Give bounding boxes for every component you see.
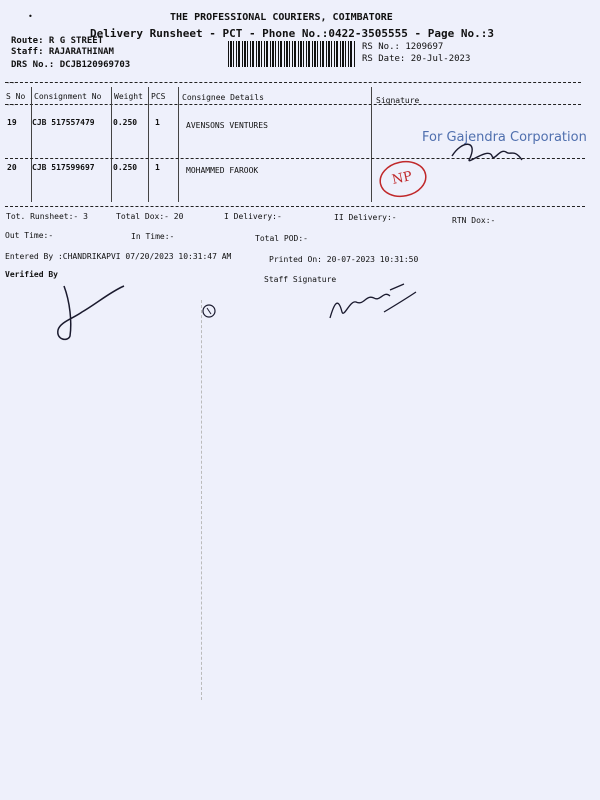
row-pcs: 1 [155,118,160,127]
divider [5,206,585,207]
col-rule [371,87,372,202]
corner-mark: • [28,12,33,21]
dash-mark: -- [6,78,16,87]
route: Route: R G STREET [11,36,104,46]
i-delivery: I Delivery:- [224,212,282,221]
rs-date: RS Date: 20-Jul-2023 [362,54,471,64]
row-weight: 0.250 [113,163,138,172]
out-time: Out Time:- [5,231,54,240]
col-sno: S No [6,92,26,101]
col-rule [111,87,112,202]
dash-mark: -- [6,100,16,109]
col-weight: Weight [114,92,143,101]
col-consignee: Consignee Details [182,93,264,102]
ii-delivery: II Delivery:- [334,213,397,222]
printed-on: Printed On: 20-07-2023 10:31:50 [269,255,419,264]
staff-signature [324,282,420,328]
staff: Staff: RAJARATHINAM [11,47,114,57]
col-signature: Signature [376,96,420,105]
row-sno: 19 [7,118,17,127]
row-weight: 0.250 [113,118,138,127]
staff-signature-label: Staff Signature [264,275,337,284]
fold-mark [201,300,202,700]
company-stamp: For Gajendra Corporation [422,130,587,145]
col-consignment: Consignment No [34,92,102,101]
divider [5,82,581,83]
total-runsheet: Tot. Runsheet:- 3 [6,212,88,221]
row-pcs: 1 [155,163,160,172]
col-rule [31,87,32,202]
rtn-dox: RTN Dox:- [452,216,496,225]
col-pcs: PCS [151,92,166,101]
receiver-signature [448,138,528,170]
row-consignment: CJB 517557479 [32,118,95,127]
verified-by-label: Verified By [5,270,58,279]
row-sno: 20 [7,163,17,172]
total-pod: Total POD:- [255,234,308,243]
np-mark: NP [390,169,414,188]
total-dox: Total Dox:- 20 [116,212,184,221]
row-consignee: AVENSONS VENTURES [186,121,268,130]
rs-number: RS No.: 1209697 [362,42,444,52]
runsheet-title: Delivery Runsheet - PCT - Phone No.:0422-3505555 - Page No.:3 [90,27,494,40]
col-rule [148,87,149,202]
row-consignee: MOHAMMED FAROOK [186,166,259,175]
barcode [228,41,356,67]
col-rule [178,87,179,202]
row-consignment: CJB 517599697 [32,163,95,172]
small-mark [198,300,220,322]
divider [5,104,581,105]
entered-by: Entered By :CHANDRIKAPVI 07/20/2023 10:31:47 AM [5,252,232,261]
in-time: In Time:- [131,232,175,241]
company-name: THE PROFESSIONAL COURIERS, COIMBATORE [170,12,393,23]
verifier-signature [48,282,130,346]
drs-number: DRS No.: DCJB120969703 [11,60,131,70]
